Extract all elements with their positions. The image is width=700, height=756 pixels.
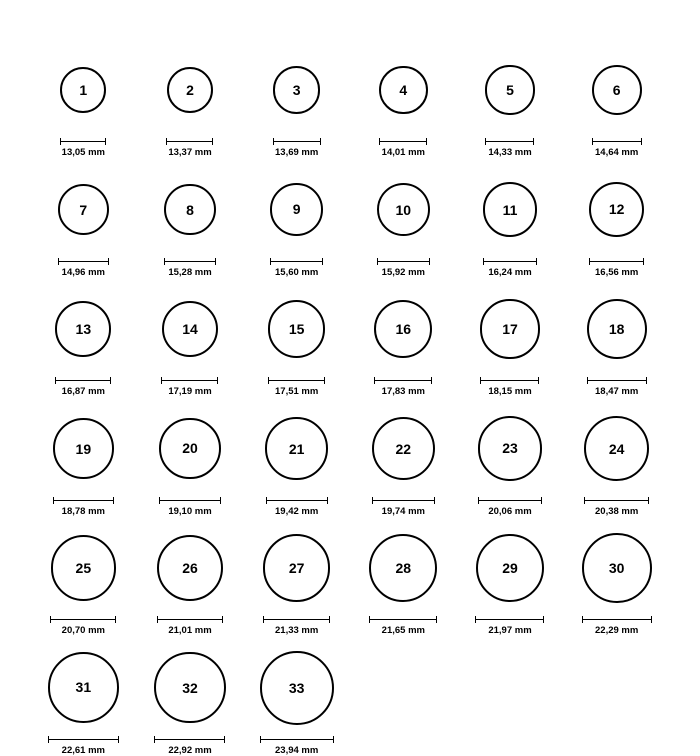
ring-circle-icon xyxy=(374,300,432,358)
ring-circle-icon xyxy=(589,182,644,237)
ring-size-item xyxy=(351,44,455,158)
ring-circle-icon xyxy=(265,417,327,479)
ring-measure xyxy=(53,497,114,517)
dimension-bar-icon xyxy=(157,616,223,623)
ring-measure xyxy=(270,258,323,278)
ring-diameter-label: 14,01 mm xyxy=(381,147,425,158)
ring-circle-wrapper xyxy=(478,403,542,495)
ring-measure xyxy=(582,616,652,636)
dimension-bar-icon xyxy=(273,138,321,145)
ring-measure xyxy=(485,138,534,158)
ring-circle-icon xyxy=(582,533,652,603)
dimension-bar-icon xyxy=(263,616,330,623)
ring-size-item xyxy=(245,164,349,278)
ring-circle-wrapper xyxy=(480,283,539,375)
ring-measure xyxy=(50,616,116,636)
ring-measure xyxy=(159,497,221,517)
dimension-bar-icon xyxy=(369,616,437,623)
ring-diameter-label: 13,05 mm xyxy=(61,147,105,158)
ring-size-item xyxy=(351,403,455,517)
ring-circle-icon xyxy=(592,65,642,115)
ring-measure xyxy=(592,138,642,158)
ring-size-number: 10 xyxy=(395,201,412,218)
ring-measure xyxy=(260,736,334,756)
ring-size-item xyxy=(245,44,349,158)
ring-diameter-label: 17,83 mm xyxy=(381,386,425,397)
ring-diameter-label: 20,70 mm xyxy=(61,625,105,636)
ring-diameter-label: 16,56 mm xyxy=(595,266,639,278)
ring-diameter-label: 18,47 mm xyxy=(595,386,639,397)
ring-size-number: 15 xyxy=(288,320,305,337)
ring-diameter-label: 22,29 mm xyxy=(595,625,639,636)
dimension-bar-icon xyxy=(48,736,119,743)
ring-size-number: 25 xyxy=(75,560,92,576)
ring-circle-icon xyxy=(270,183,323,236)
ring-measure xyxy=(157,616,223,636)
ring-size-item xyxy=(565,522,669,636)
dimension-bar-icon xyxy=(266,497,328,504)
ring-circle-icon xyxy=(260,651,334,725)
dimension-bar-icon xyxy=(587,377,647,384)
ring-diameter-label: 18,15 mm xyxy=(488,386,532,397)
dimension-bar-icon xyxy=(485,138,534,145)
ring-size-number: 32 xyxy=(182,679,198,696)
ring-diameter-label: 20,06 mm xyxy=(488,505,532,517)
ring-circle-wrapper xyxy=(162,283,219,375)
ring-circle-icon xyxy=(476,534,545,603)
ring-diameter-label: 17,51 mm xyxy=(275,386,319,397)
ring-size-item xyxy=(138,522,242,636)
ring-diameter-label: 15,28 mm xyxy=(168,266,212,278)
ring-size-number: 5 xyxy=(506,82,514,98)
ring-circle-icon xyxy=(379,66,427,114)
ring-size-item xyxy=(565,283,669,397)
ring-size-number: 33 xyxy=(288,679,305,696)
dimension-bar-icon xyxy=(480,377,539,384)
ring-diameter-label: 14,96 mm xyxy=(61,266,105,278)
ring-size-item xyxy=(31,283,135,397)
ring-circle-icon xyxy=(48,652,119,723)
ring-measure xyxy=(589,258,644,278)
ring-size-item xyxy=(138,164,242,278)
ring-circle-wrapper xyxy=(164,164,216,256)
ring-size-item xyxy=(458,522,562,636)
ring-measure xyxy=(48,736,119,756)
ring-measure xyxy=(374,377,432,397)
ring-circle-wrapper xyxy=(60,44,106,136)
dimension-bar-icon xyxy=(159,497,221,504)
ring-size-item xyxy=(31,403,135,517)
ring-circle-icon xyxy=(167,67,214,114)
ring-circle-icon xyxy=(159,418,221,480)
ring-circle-wrapper xyxy=(268,283,325,375)
ring-measure xyxy=(483,258,537,278)
ring-diameter-label: 16,87 mm xyxy=(61,386,105,397)
dimension-bar-icon xyxy=(589,258,644,265)
ring-size-number: 22 xyxy=(395,440,412,457)
dimension-bar-icon xyxy=(483,258,537,265)
dimension-bar-icon xyxy=(377,258,430,265)
ring-size-number: 8 xyxy=(186,201,194,218)
ring-measure xyxy=(266,497,328,517)
ring-circle-wrapper xyxy=(55,283,111,375)
ring-circle-icon xyxy=(587,299,647,359)
ring-size-grid xyxy=(30,44,670,755)
ring-circle-icon xyxy=(369,534,437,602)
ring-size-item xyxy=(458,403,562,517)
ring-circle-wrapper xyxy=(485,44,534,136)
ring-size-number: 23 xyxy=(502,440,518,457)
dimension-bar-icon xyxy=(584,497,649,504)
ring-circle-wrapper xyxy=(582,522,652,614)
ring-diameter-label: 17,19 mm xyxy=(168,386,212,397)
ring-size-number: 6 xyxy=(612,81,621,98)
ring-size-number: 24 xyxy=(608,440,625,457)
ring-circle-wrapper xyxy=(260,642,334,734)
ring-size-number: 13 xyxy=(75,321,92,337)
ring-circle-icon xyxy=(478,416,542,480)
ring-circle-wrapper xyxy=(379,44,427,136)
ring-diameter-label: 21,01 mm xyxy=(168,625,212,636)
ring-circle-wrapper xyxy=(584,403,649,495)
ring-measure xyxy=(478,497,542,517)
ring-diameter-label: 13,37 mm xyxy=(168,147,212,158)
dimension-bar-icon xyxy=(164,258,216,265)
ring-size-number: 26 xyxy=(182,559,198,576)
ring-diameter-label: 14,64 mm xyxy=(595,147,639,158)
ring-measure xyxy=(273,138,321,158)
ring-size-item xyxy=(458,44,562,158)
ring-diameter-label: 20,38 mm xyxy=(595,505,639,517)
ring-measure xyxy=(55,377,111,397)
dimension-bar-icon xyxy=(372,497,435,504)
ring-diameter-label: 21,97 mm xyxy=(488,625,532,636)
ring-size-number: 17 xyxy=(502,320,518,337)
dimension-bar-icon xyxy=(270,258,323,265)
ring-size-item xyxy=(138,642,242,756)
ring-measure xyxy=(154,736,225,756)
ring-size-number: 21 xyxy=(288,440,305,457)
ring-circle-icon xyxy=(58,184,109,235)
ring-circle-icon xyxy=(273,66,321,114)
ring-size-number: 30 xyxy=(608,560,625,576)
ring-circle-wrapper xyxy=(377,164,430,256)
ring-circle-wrapper xyxy=(157,522,223,614)
ring-measure xyxy=(480,377,539,397)
ring-size-number: 1 xyxy=(79,82,88,98)
ring-circle-wrapper xyxy=(51,522,117,614)
ring-circle-icon xyxy=(485,65,534,114)
dimension-bar-icon xyxy=(60,138,106,145)
ring-size-number: 11 xyxy=(502,201,518,218)
ring-size-item xyxy=(245,283,349,397)
ring-diameter-label: 19,74 mm xyxy=(381,505,425,517)
ring-circle-wrapper xyxy=(483,164,537,256)
ring-diameter-label: 23,94 mm xyxy=(275,744,319,756)
dimension-bar-icon xyxy=(592,138,642,145)
dimension-bar-icon xyxy=(53,497,114,504)
ring-measure xyxy=(379,138,427,158)
ring-diameter-label: 19,10 mm xyxy=(168,505,212,517)
ring-size-number: 20 xyxy=(182,440,198,457)
ring-circle-wrapper xyxy=(167,44,214,136)
ring-size-number: 27 xyxy=(288,560,305,576)
ring-diameter-label: 15,92 mm xyxy=(381,266,425,278)
ring-diameter-label: 13,69 mm xyxy=(275,147,319,158)
ring-diameter-label: 19,42 mm xyxy=(275,505,319,517)
ring-size-item xyxy=(138,44,242,158)
dimension-bar-icon xyxy=(55,377,111,384)
ring-circle-icon xyxy=(263,534,330,601)
ring-circle-wrapper xyxy=(273,44,321,136)
ring-size-item xyxy=(351,522,455,636)
ring-size-item xyxy=(565,164,669,278)
ring-circle-wrapper xyxy=(159,403,221,495)
ring-diameter-label: 22,61 mm xyxy=(61,744,105,756)
ring-circle-icon xyxy=(162,301,219,358)
ring-size-number: 12 xyxy=(608,201,625,218)
ring-circle-wrapper xyxy=(58,164,109,256)
dimension-bar-icon xyxy=(379,138,427,145)
ring-circle-wrapper xyxy=(265,403,327,495)
ring-size-number: 16 xyxy=(395,321,412,337)
ring-circle-icon xyxy=(483,182,537,236)
ring-diameter-label: 22,92 mm xyxy=(168,744,212,756)
ring-measure xyxy=(372,497,435,517)
ring-size-item xyxy=(351,283,455,397)
ring-diameter-label: 15,60 mm xyxy=(275,266,319,278)
ring-size-item xyxy=(245,403,349,517)
dimension-bar-icon xyxy=(475,616,544,623)
ring-circle-icon xyxy=(164,184,216,236)
ring-circle-icon xyxy=(268,300,325,357)
ring-size-item xyxy=(458,164,562,278)
ring-size-number: 18 xyxy=(608,320,625,337)
ring-size-item xyxy=(565,44,669,158)
ring-measure xyxy=(369,616,437,636)
ring-size-item xyxy=(351,164,455,278)
dimension-bar-icon xyxy=(582,616,652,623)
dimension-bar-icon xyxy=(50,616,116,623)
ring-circle-wrapper xyxy=(592,44,642,136)
ring-circle-icon xyxy=(584,416,649,481)
ring-size-number: 31 xyxy=(75,679,92,696)
ring-circle-icon xyxy=(157,535,223,601)
ring-size-number: 29 xyxy=(502,559,518,576)
ring-circle-icon xyxy=(60,67,106,113)
ring-circle-wrapper xyxy=(372,403,435,495)
ring-circle-wrapper xyxy=(589,164,644,256)
ring-measure xyxy=(60,138,106,158)
ring-size-item xyxy=(31,44,135,158)
ring-size-number: 4 xyxy=(399,81,408,98)
dimension-bar-icon xyxy=(161,377,218,384)
ring-size-item xyxy=(138,283,242,397)
ring-size-number: 14 xyxy=(182,320,198,337)
ring-circle-icon xyxy=(377,183,430,236)
ring-circle-wrapper xyxy=(369,522,437,614)
ring-circle-icon xyxy=(154,652,225,723)
ring-size-item xyxy=(565,403,669,517)
dimension-bar-icon xyxy=(154,736,225,743)
ring-measure xyxy=(166,138,213,158)
ring-measure xyxy=(263,616,330,636)
ring-size-number: 28 xyxy=(395,559,412,576)
ring-diameter-label: 21,33 mm xyxy=(275,625,319,636)
ring-circle-wrapper xyxy=(587,283,647,375)
ring-size-number: 7 xyxy=(79,201,88,218)
ring-circle-wrapper xyxy=(48,642,119,734)
ring-size-item xyxy=(31,164,135,278)
ring-circle-icon xyxy=(55,301,111,357)
ring-measure xyxy=(161,377,218,397)
ring-measure xyxy=(475,616,544,636)
ring-circle-wrapper xyxy=(53,403,114,495)
ring-measure xyxy=(584,497,649,517)
ring-measure xyxy=(164,258,216,278)
dimension-bar-icon xyxy=(374,377,432,384)
ring-circle-wrapper xyxy=(263,522,330,614)
ring-circle-icon xyxy=(53,418,114,479)
ring-size-number: 2 xyxy=(186,82,194,98)
dimension-bar-icon xyxy=(478,497,542,504)
ring-diameter-label: 14,33 mm xyxy=(488,147,532,158)
ring-diameter-label: 21,65 mm xyxy=(381,625,425,636)
dimension-bar-icon xyxy=(58,258,109,265)
dimension-bar-icon xyxy=(166,138,213,145)
ring-size-item xyxy=(458,283,562,397)
ring-diameter-label: 18,78 mm xyxy=(61,505,105,517)
dimension-bar-icon xyxy=(268,377,325,384)
ring-measure xyxy=(268,377,325,397)
ring-diameter-label: 16,24 mm xyxy=(488,266,532,278)
ring-size-item xyxy=(138,403,242,517)
ring-measure xyxy=(377,258,430,278)
ring-circle-wrapper xyxy=(154,642,225,734)
ring-size-number: 19 xyxy=(75,440,92,457)
ring-size-item xyxy=(245,522,349,636)
ring-circle-icon xyxy=(372,417,435,480)
ring-circle-wrapper xyxy=(270,164,323,256)
ring-circle-wrapper xyxy=(476,522,545,614)
ring-size-item xyxy=(245,642,349,756)
ring-measure xyxy=(58,258,109,278)
ring-circle-icon xyxy=(480,299,539,358)
dimension-bar-icon xyxy=(260,736,334,743)
ring-size-number: 3 xyxy=(292,81,301,98)
ring-circle-wrapper xyxy=(374,283,432,375)
ring-size-number: 9 xyxy=(292,201,301,218)
ring-measure xyxy=(587,377,647,397)
ring-size-item xyxy=(31,522,135,636)
ring-circle-icon xyxy=(51,535,117,601)
ring-size-item xyxy=(31,642,135,756)
